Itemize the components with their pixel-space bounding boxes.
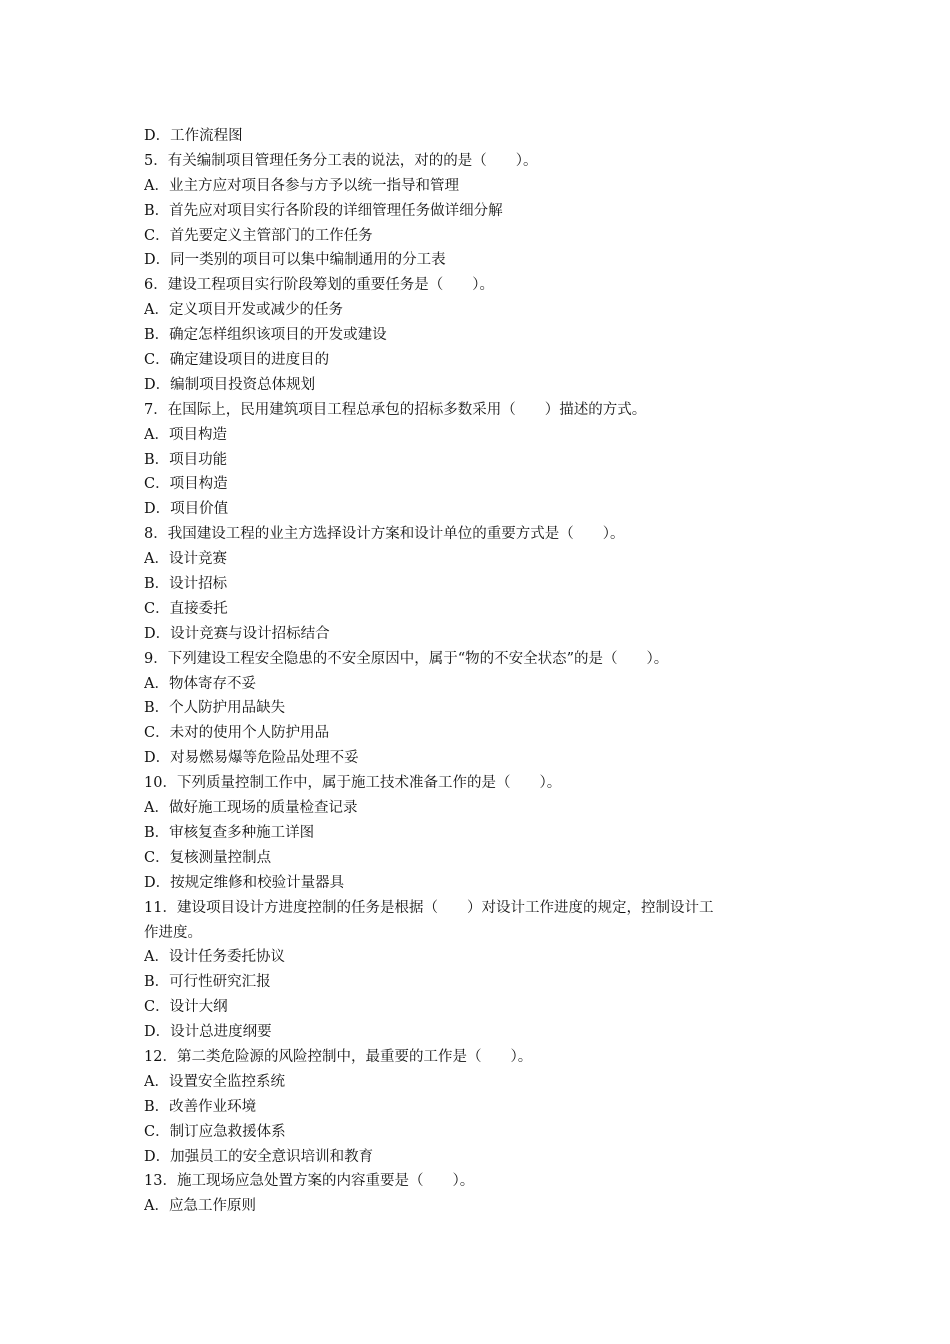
option-line: C．项目构造 bbox=[144, 476, 228, 493]
option-line: A．项目构造 bbox=[144, 426, 227, 443]
option-line: C．首先要定义主管部门的工作任务 bbox=[144, 227, 373, 244]
option-line: B．首先应对项目实行各阶段的详细管理任务做详细分解 bbox=[144, 202, 503, 219]
option-line: D．加强员工的安全意识培训和教育 bbox=[144, 1148, 374, 1165]
option-line: A．做好施工现场的质量检查记录 bbox=[144, 800, 358, 817]
option-line: D．设计竞赛与设计招标结合 bbox=[144, 625, 330, 642]
question-11: 11．建设项目设计方进度控制的任务是根据（ ）对设计工作进度的规定，控制设计工 bbox=[144, 899, 714, 916]
option-line: B．个人防护用品缺失 bbox=[144, 700, 286, 717]
option-line: B．确定怎样组织该项目的开发或建设 bbox=[144, 327, 387, 344]
option-line: C．复核测量控制点 bbox=[144, 849, 272, 866]
option-line: B．设计招标 bbox=[144, 576, 228, 593]
option-line: C．设计大纲 bbox=[144, 999, 228, 1016]
option-line: D．按规定维修和校验计量器具 bbox=[144, 874, 345, 891]
option-line: D．对易燃易爆等危险品处理不妥 bbox=[144, 750, 359, 767]
option-line: A．业主方应对项目各参与方予以统一指导和管理 bbox=[144, 177, 459, 194]
question-13: 13．施工现场应急处置方案的内容重要是（ ）。 bbox=[144, 1173, 475, 1190]
option-line: C．直接委托 bbox=[144, 600, 228, 617]
question-12: 12．第二类危险源的风险控制中，最重要的工作是（ ）。 bbox=[144, 1048, 533, 1065]
option-line: A．应急工作原则 bbox=[144, 1198, 256, 1215]
option-line: A．物体寄存不妥 bbox=[144, 675, 256, 692]
question-5: 5．有关编制项目管理任务分工表的说法，对的的是（ ）。 bbox=[144, 152, 538, 169]
option-line: A．定义项目开发或减少的任务 bbox=[144, 302, 343, 319]
option-line: B．审核复查多种施工详图 bbox=[144, 824, 315, 841]
option-line: D．设计总进度纲要 bbox=[144, 1024, 272, 1041]
question-7: 7．在国际上，民用建筑项目工程总承包的招标多数采用（ ）描述的方式。 bbox=[144, 401, 647, 418]
option-line: C．未对的使用个人防护用品 bbox=[144, 725, 330, 742]
option-line: B．改善作业环境 bbox=[144, 1098, 257, 1115]
option-line: A．设置安全监控系统 bbox=[144, 1073, 285, 1090]
question-8: 8．我国建设工程的业主方选择设计方案和设计单位的重要方式是（ ）。 bbox=[144, 526, 625, 543]
option-line: D．同一类别的项目可以集中编制通用的分工表 bbox=[144, 252, 446, 269]
option-line: D．编制项目投资总体规划 bbox=[144, 376, 316, 393]
question-9: 9．下列建设工程安全隐患的不安全原因中，属于“物的不安全状态”的是（ ）。 bbox=[144, 650, 669, 667]
option-line: C．确定建设项目的进度目的 bbox=[144, 352, 330, 369]
question-6: 6．建设工程项目实行阶段筹划的重要任务是（ ）。 bbox=[144, 277, 494, 294]
option-line: A．设计任务委托协议 bbox=[144, 949, 285, 966]
option-line: B．项目功能 bbox=[144, 451, 228, 468]
option-line: B．可行性研究汇报 bbox=[144, 974, 271, 991]
question-10: 10．下列质量控制工作中，属于施工技术准备工作的是（ ）。 bbox=[144, 775, 562, 792]
question-11-continued: 作进度。 bbox=[144, 924, 202, 941]
document-body bbox=[144, 124, 806, 1219]
option-line: C．制订应急救援体系 bbox=[144, 1123, 286, 1140]
option-line: A．设计竞赛 bbox=[144, 551, 227, 568]
option-line: D．项目价值 bbox=[144, 501, 229, 518]
text-line: D．工作流程图 bbox=[144, 128, 243, 144]
